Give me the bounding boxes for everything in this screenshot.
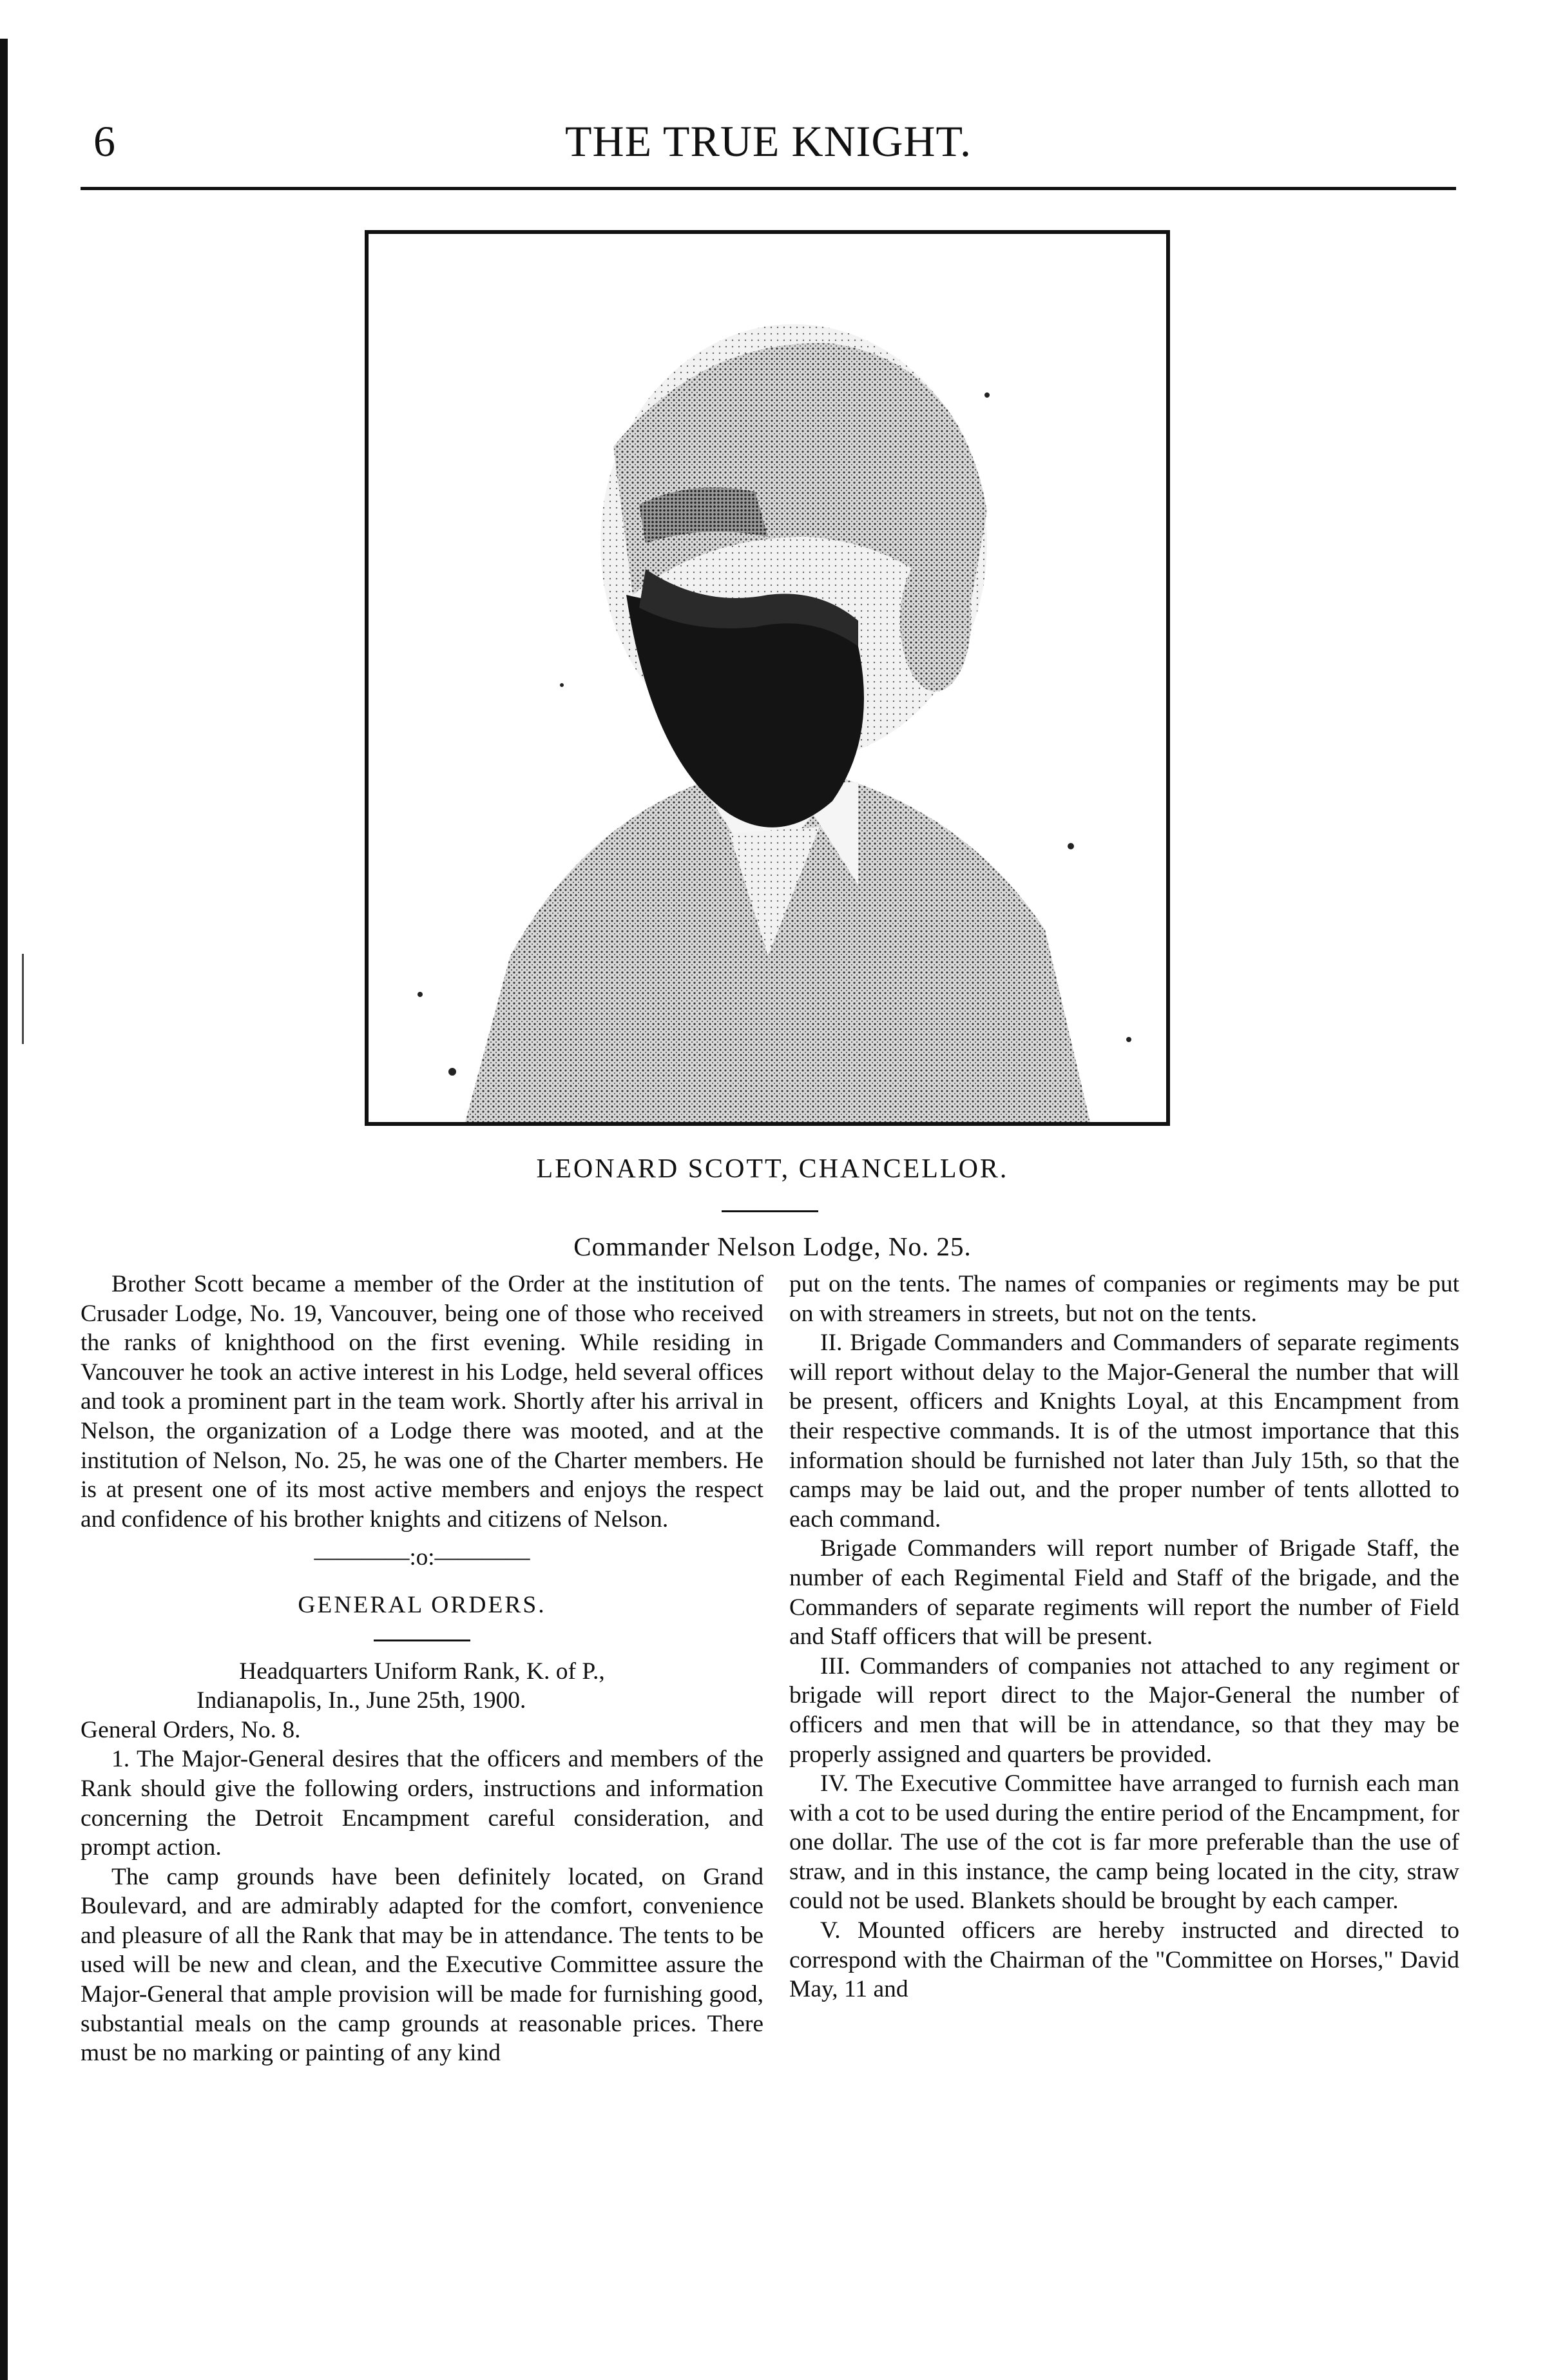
orders-paragraph: IV. The Executive Committee have arranged to furnish each man with a cot to be used during the entire period of the Encampment, for one dollar. The use of the cot is far more preferable than the use of straw, and in this instance, the camp being located in the city, straw could not be used. Blankets should be brought by each camper. (789, 1770, 1459, 1915)
orders-paragraph: The camp grounds have been definitely located, on Grand Boulevard, and are admirably adapted for the comfort, convenience and pleasure of all the Rank that may be in attendance. The tents to be used will be new and clean, and the Executive Committee assure the Major-General that ample provision will be made for furnishing good, substantial meals on the camp grounds at reasonable prices. There must be no marking or painting of any kind (81, 1863, 763, 2067)
orders-paragraph: V. Mounted officers are hereby instructed and directed to correspond with the Chairman of the "Committee on Horses," David May, 11 and (789, 1917, 1459, 2003)
margin-mark (22, 954, 24, 1044)
page-number: 6 (93, 117, 115, 166)
left-column (81, 1270, 763, 2068)
dateline: Indianapolis, In., June 25th, 1900. (197, 1687, 526, 1714)
bio-paragraph: Brother Scott became a member of the Order at the institution of Crusader Lodge, No. 19, Vancouver, being one of those who received the ranks of knighthood on the first evening. While residing in Vancouver he took an active interest in his Lodge, held several offices and took a prominent part in the team work. Shortly after his arrival in Nelson, the organization of a Lodge there was mooted, and at the institution of Nelson, No. 25, he was one of the Charter members. He is at present one of its most active members and enjoys the respect and confidence of his brother knights and citizens of Nelson. (81, 1271, 763, 1533)
orders-paragraph: III. Commanders of companies not attached to any regiment or brigade will report direct to the Major-General the number of officers and men that will be in attendance, so that they may be properly assigned and quarters be provided. (789, 1652, 1459, 1768)
page-header (81, 116, 1456, 187)
section-divider: ————:o:———— (314, 1544, 530, 1571)
orders-paragraph: Brigade Commanders will report number of Brigade Staff, the number of each Regimental Field and Staff of the brigade, and the Commanders of separate regiments will report the number of Field and Staff officers that will be present. (789, 1535, 1459, 1650)
page-binding-edge (0, 39, 8, 2380)
section-heading: GENERAL ORDERS. (298, 1591, 546, 1618)
orders-paragraph: 1. The Major-General desires that the officers and members of the Rank should give the following orders, instructions and information concerning the Detroit Encampment careful consideration, and prompt action. (81, 1746, 763, 1861)
header-rule (81, 187, 1456, 190)
portrait-photo (365, 230, 1170, 1126)
headquarters-line: Headquarters Uniform Rank, K. of P., (239, 1658, 605, 1685)
right-column (789, 1270, 1459, 2004)
publication-title: THE TRUE KNIGHT. (564, 117, 972, 166)
heading-rule (374, 1640, 470, 1641)
portrait-caption: LEONARD SCOTT, CHANCELLOR. (536, 1154, 1009, 1184)
portrait-image (369, 234, 1166, 1122)
orders-paragraph: put on the tents. The names of companies or regiments may be put on with streamers in streets, but not on the tents. (789, 1271, 1459, 1327)
orders-paragraph: II. Brigade Commanders and Commanders of separate regiments will report without delay to the Major-General the number that will be present, officers and Knights Loyal, at this Encampment from their respective commands. It is of the utmost importance that this information should be furnished not later than July 15th, so that the camps may be laid out, and the proper number of tents allotted to each command. (789, 1330, 1459, 1533)
portrait-subcaption: Commander Nelson Lodge, No. 25. (573, 1232, 972, 1261)
orders-number: General Orders, No. 8. (81, 1716, 301, 1743)
caption-rule (722, 1210, 818, 1212)
